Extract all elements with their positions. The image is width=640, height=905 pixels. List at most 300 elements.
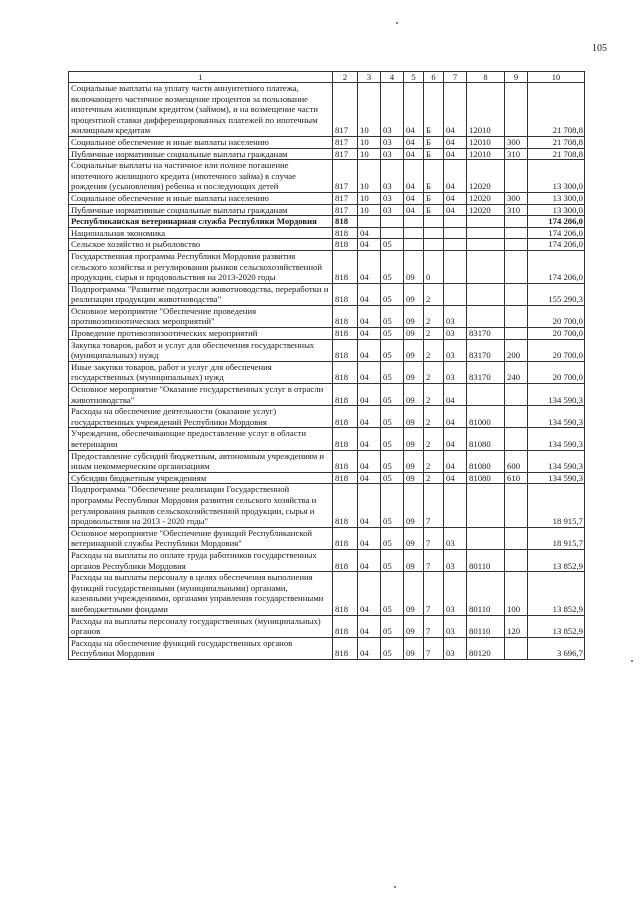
row-code-cell-c9: 300 <box>505 192 528 204</box>
table-row <box>69 192 585 204</box>
row-code-cell-c4: 03 <box>381 136 404 148</box>
row-code-cell-c3: 04 <box>358 384 381 406</box>
row-amount-cell: 174 206,0 <box>528 250 585 283</box>
row-name-cell: Публичные нормативные социальные выплаты гражданам <box>69 148 333 160</box>
row-code-cell-c9: 300 <box>505 136 528 148</box>
row-code-cell-c7: 03 <box>444 328 467 340</box>
table-row <box>69 361 585 383</box>
row-code-cell-c5 <box>404 239 424 251</box>
row-code-cell-c2: 817 <box>333 192 358 204</box>
row-code-cell-c7: 04 <box>444 204 467 216</box>
row-code-cell-c6: Б <box>424 136 444 148</box>
row-code-cell-c3 <box>358 216 381 228</box>
row-code-cell-c6: 7 <box>424 549 444 571</box>
row-code-cell-c4: 05 <box>381 328 404 340</box>
row-code-cell-c3: 10 <box>358 83 381 137</box>
row-code-cell-c8 <box>467 227 505 239</box>
row-code-cell-c9 <box>505 428 528 450</box>
row-code-cell-c5: 09 <box>404 428 424 450</box>
row-code-cell-c2: 818 <box>333 527 358 549</box>
row-code-cell-c2: 818 <box>333 250 358 283</box>
row-code-cell-c4 <box>381 216 404 228</box>
row-code-cell-c4: 05 <box>381 472 404 484</box>
table-row <box>69 484 585 527</box>
row-code-cell-c8: 12010 <box>467 148 505 160</box>
row-code-cell-c2: 817 <box>333 160 358 193</box>
row-code-cell-c7: 03 <box>444 615 467 637</box>
row-name-cell: Расходы на выплаты по оплате труда работников государственных органов Республики Мордовия <box>69 549 333 571</box>
row-code-cell-c8 <box>467 250 505 283</box>
row-code-cell-c7: 04 <box>444 428 467 450</box>
row-code-cell-c3: 04 <box>358 572 381 615</box>
row-code-cell-c3: 10 <box>358 160 381 193</box>
row-amount-cell: 155 290,3 <box>528 283 585 305</box>
row-code-cell-c6 <box>424 227 444 239</box>
row-amount-cell: 21 708,8 <box>528 148 585 160</box>
row-code-cell-c6: 2 <box>424 328 444 340</box>
row-code-cell-c5 <box>404 216 424 228</box>
row-code-cell-c7: 04 <box>444 472 467 484</box>
row-code-cell-c2: 818 <box>333 216 358 228</box>
row-code-cell-c7: 04 <box>444 83 467 137</box>
row-amount-cell: 13 852,9 <box>528 572 585 615</box>
row-code-cell-c6: Б <box>424 148 444 160</box>
table-row <box>69 328 585 340</box>
row-code-cell-c4: 05 <box>381 305 404 327</box>
header-cell: 4 <box>381 72 404 83</box>
row-code-cell-c5: 09 <box>404 328 424 340</box>
row-code-cell-c2: 817 <box>333 136 358 148</box>
row-code-cell-c3: 04 <box>358 361 381 383</box>
row-code-cell-c2: 818 <box>333 450 358 472</box>
row-code-cell-c9: 310 <box>505 148 528 160</box>
row-code-cell-c8 <box>467 239 505 251</box>
row-amount-cell: 134 590,3 <box>528 472 585 484</box>
row-code-cell-c4: 05 <box>381 283 404 305</box>
table-row <box>69 384 585 406</box>
row-code-cell-c3: 04 <box>358 339 381 361</box>
row-amount-cell: 18 915,7 <box>528 484 585 527</box>
row-code-cell-c3: 04 <box>358 637 381 659</box>
row-amount-cell: 3 696,7 <box>528 637 585 659</box>
row-code-cell-c2: 818 <box>333 615 358 637</box>
row-code-cell-c9 <box>505 484 528 527</box>
header-cell: 1 <box>69 72 333 83</box>
row-code-cell-c5: 09 <box>404 339 424 361</box>
row-code-cell-c2: 818 <box>333 339 358 361</box>
row-code-cell-c7 <box>444 283 467 305</box>
row-code-cell-c4: 05 <box>381 615 404 637</box>
row-code-cell-c5: 09 <box>404 615 424 637</box>
row-code-cell-c9: 310 <box>505 204 528 216</box>
row-amount-cell: 134 590,3 <box>528 406 585 428</box>
row-code-cell-c3: 04 <box>358 239 381 251</box>
table-body <box>69 83 585 660</box>
header-cell: 7 <box>444 72 467 83</box>
row-code-cell-c7: 03 <box>444 572 467 615</box>
table-row <box>69 160 585 193</box>
table-row <box>69 450 585 472</box>
row-name-cell: Расходы на обеспечение деятельности (оказание услуг) государственных учреждений Республики Мордовия <box>69 406 333 428</box>
row-code-cell-c3: 04 <box>358 305 381 327</box>
row-code-cell-c7: 04 <box>444 148 467 160</box>
row-code-cell-c6: 7 <box>424 637 444 659</box>
row-code-cell-c8: 81080 <box>467 450 505 472</box>
scan-speck <box>631 660 633 662</box>
row-code-cell-c2: 817 <box>333 83 358 137</box>
row-code-cell-c7 <box>444 216 467 228</box>
row-code-cell-c4: 05 <box>381 572 404 615</box>
row-name-cell: Социальное обеспечение и иные выплаты населению <box>69 192 333 204</box>
row-code-cell-c8 <box>467 216 505 228</box>
header-cell: 5 <box>404 72 424 83</box>
row-code-cell-c3: 04 <box>358 406 381 428</box>
table-row <box>69 428 585 450</box>
row-code-cell-c8: 81080 <box>467 472 505 484</box>
row-code-cell-c2: 818 <box>333 472 358 484</box>
row-code-cell-c9 <box>505 527 528 549</box>
table-row <box>69 472 585 484</box>
row-code-cell-c5: 04 <box>404 83 424 137</box>
header-cell: 10 <box>528 72 585 83</box>
row-code-cell-c5: 09 <box>404 572 424 615</box>
row-name-cell: Национальная экономика <box>69 227 333 239</box>
row-code-cell-c5: 09 <box>404 384 424 406</box>
row-code-cell-c3: 04 <box>358 250 381 283</box>
table-row <box>69 204 585 216</box>
row-code-cell-c5: 09 <box>404 549 424 571</box>
row-code-cell-c5: 04 <box>404 136 424 148</box>
row-code-cell-c2: 818 <box>333 428 358 450</box>
row-amount-cell: 21 708,8 <box>528 136 585 148</box>
row-amount-cell: 134 590,3 <box>528 450 585 472</box>
row-code-cell-c4: 05 <box>381 637 404 659</box>
row-amount-cell: 13 852,9 <box>528 549 585 571</box>
row-code-cell-c2: 818 <box>333 305 358 327</box>
row-code-cell-c8: 81000 <box>467 406 505 428</box>
row-name-cell: Социальные выплаты на частичное или полное погашение ипотечного жилищного кредита (ипотечного займа) в случае рождения (усыновления) ребенка и последующих детей <box>69 160 333 193</box>
row-code-cell-c4: 05 <box>381 527 404 549</box>
row-code-cell-c6: 2 <box>424 339 444 361</box>
header-cell: 8 <box>467 72 505 83</box>
row-code-cell-c6: 2 <box>424 450 444 472</box>
row-code-cell-c5: 09 <box>404 283 424 305</box>
row-name-cell: Сельское хозяйство и рыболовство <box>69 239 333 251</box>
row-amount-cell: 13 300,0 <box>528 160 585 193</box>
row-code-cell-c6: Б <box>424 83 444 137</box>
row-code-cell-c9: 600 <box>505 450 528 472</box>
row-code-cell-c4: 05 <box>381 428 404 450</box>
row-code-cell-c5: 09 <box>404 450 424 472</box>
row-name-cell: Расходы на обеспечение функций государственных органов Республики Мордовия <box>69 637 333 659</box>
row-code-cell-c8: 83170 <box>467 361 505 383</box>
row-code-cell-c9 <box>505 250 528 283</box>
table-row <box>69 406 585 428</box>
row-amount-cell: 13 852,9 <box>528 615 585 637</box>
row-name-cell: Публичные нормативные социальные выплаты гражданам <box>69 204 333 216</box>
row-amount-cell: 20 700,0 <box>528 305 585 327</box>
row-code-cell-c5: 09 <box>404 250 424 283</box>
row-code-cell-c4 <box>381 227 404 239</box>
row-code-cell-c7 <box>444 484 467 527</box>
row-code-cell-c2: 818 <box>333 549 358 571</box>
table-row <box>69 305 585 327</box>
row-name-cell: Республиканская ветеринарная служба Республики Мордовия <box>69 216 333 228</box>
row-code-cell-c6: 7 <box>424 572 444 615</box>
row-code-cell-c5 <box>404 227 424 239</box>
row-code-cell-c3: 10 <box>358 136 381 148</box>
row-amount-cell: 174 206,0 <box>528 227 585 239</box>
row-code-cell-c4: 03 <box>381 148 404 160</box>
row-code-cell-c2: 818 <box>333 572 358 615</box>
row-code-cell-c6: Б <box>424 204 444 216</box>
table-row <box>69 83 585 137</box>
row-amount-cell: 21 708,8 <box>528 83 585 137</box>
row-code-cell-c3: 10 <box>358 192 381 204</box>
row-code-cell-c2: 818 <box>333 384 358 406</box>
scan-speck <box>394 886 396 888</box>
row-code-cell-c4: 05 <box>381 549 404 571</box>
row-code-cell-c9 <box>505 549 528 571</box>
row-amount-cell: 134 590,3 <box>528 428 585 450</box>
row-name-cell: Предоставление субсидий бюджетным, автономным учреждениям и иным некоммерческим организациям <box>69 450 333 472</box>
row-code-cell-c5: 09 <box>404 361 424 383</box>
row-code-cell-c6: 2 <box>424 472 444 484</box>
row-amount-cell: 13 300,0 <box>528 192 585 204</box>
row-code-cell-c3: 04 <box>358 328 381 340</box>
scan-speck <box>396 22 398 24</box>
row-code-cell-c9 <box>505 305 528 327</box>
row-code-cell-c5: 09 <box>404 637 424 659</box>
row-code-cell-c3: 10 <box>358 148 381 160</box>
row-name-cell: Основное мероприятие "Оказание государственных услуг в отрасли животноводства" <box>69 384 333 406</box>
row-code-cell-c7: 04 <box>444 192 467 204</box>
row-name-cell: Основное мероприятие "Обеспечение проведения противоэпизоотических мероприятий" <box>69 305 333 327</box>
row-code-cell-c7: 03 <box>444 339 467 361</box>
header-cell: 6 <box>424 72 444 83</box>
table-row <box>69 527 585 549</box>
row-code-cell-c7 <box>444 227 467 239</box>
row-code-cell-c6 <box>424 239 444 251</box>
row-code-cell-c8: 80110 <box>467 549 505 571</box>
row-code-cell-c2: 818 <box>333 283 358 305</box>
row-name-cell: Социальные выплаты на уплату части аннуитетного платежа, включающего частичное возмещение процентов за пользование ипотечным жилищным кредитом (займом), и на возмещение части процентной ставки дифференцированных платежей по ипотечным жилищным кредитам <box>69 83 333 137</box>
table-row <box>69 136 585 148</box>
table-row <box>69 339 585 361</box>
row-code-cell-c9 <box>505 637 528 659</box>
row-code-cell-c5: 09 <box>404 484 424 527</box>
row-code-cell-c8: 12010 <box>467 83 505 137</box>
row-code-cell-c8: 83170 <box>467 328 505 340</box>
row-code-cell-c4: 03 <box>381 83 404 137</box>
row-code-cell-c9 <box>505 227 528 239</box>
row-name-cell: Проведение противоэпизоотических мероприятий <box>69 328 333 340</box>
table-row <box>69 216 585 228</box>
row-name-cell: Закупка товаров, работ и услуг для обеспечения государственных (муниципальных) нужд <box>69 339 333 361</box>
row-code-cell-c8: 80110 <box>467 572 505 615</box>
row-code-cell-c8: 80110 <box>467 615 505 637</box>
row-code-cell-c6: 2 <box>424 361 444 383</box>
row-name-cell: Государственная программа Республики Мордовия развития сельского хозяйства и регулирования рынков сельскохозяйственной продукции, сырья и продовольствия на 2013-2020 годы <box>69 250 333 283</box>
row-code-cell-c2: 818 <box>333 484 358 527</box>
row-code-cell-c6: 7 <box>424 484 444 527</box>
row-code-cell-c5: 04 <box>404 192 424 204</box>
row-code-cell-c7: 04 <box>444 450 467 472</box>
row-name-cell: Иные закупки товаров, работ и услуг для обеспечения государственных (муниципальных) нужд <box>69 361 333 383</box>
row-code-cell-c5: 09 <box>404 406 424 428</box>
row-code-cell-c7: 03 <box>444 637 467 659</box>
row-code-cell-c4: 03 <box>381 204 404 216</box>
table-row <box>69 615 585 637</box>
row-amount-cell: 20 700,0 <box>528 361 585 383</box>
row-code-cell-c7: 04 <box>444 384 467 406</box>
table-row <box>69 637 585 659</box>
row-code-cell-c3: 04 <box>358 549 381 571</box>
table-row <box>69 250 585 283</box>
row-code-cell-c8: 81080 <box>467 428 505 450</box>
row-code-cell-c4: 05 <box>381 361 404 383</box>
row-code-cell-c8 <box>467 283 505 305</box>
row-code-cell-c8: 12020 <box>467 192 505 204</box>
row-code-cell-c3: 04 <box>358 428 381 450</box>
row-code-cell-c8 <box>467 384 505 406</box>
row-code-cell-c7: 03 <box>444 527 467 549</box>
row-code-cell-c9 <box>505 83 528 137</box>
row-code-cell-c7: 04 <box>444 136 467 148</box>
row-code-cell-c7 <box>444 239 467 251</box>
row-code-cell-c7: 04 <box>444 406 467 428</box>
row-code-cell-c5: 04 <box>404 160 424 193</box>
row-code-cell-c7: 03 <box>444 549 467 571</box>
row-code-cell-c8: 12020 <box>467 160 505 193</box>
row-amount-cell: 13 300,0 <box>528 204 585 216</box>
row-code-cell-c2: 818 <box>333 361 358 383</box>
row-code-cell-c4: 05 <box>381 239 404 251</box>
row-code-cell-c9: 100 <box>505 572 528 615</box>
row-name-cell: Расходы на выплаты персоналу государственных (муниципальных) органов <box>69 615 333 637</box>
row-code-cell-c2: 818 <box>333 227 358 239</box>
row-code-cell-c7: 03 <box>444 305 467 327</box>
row-code-cell-c6: 2 <box>424 384 444 406</box>
row-code-cell-c9 <box>505 239 528 251</box>
row-code-cell-c4: 05 <box>381 450 404 472</box>
row-code-cell-c5: 09 <box>404 305 424 327</box>
row-name-cell: Расходы на выплаты персоналу в целях обеспечения выполнения функций государственными (муниципальными) органами, казенными учреждениями, органами управления государственными внебюджетными фондами <box>69 572 333 615</box>
table-row <box>69 283 585 305</box>
row-code-cell-c6: 7 <box>424 615 444 637</box>
row-code-cell-c6: 2 <box>424 305 444 327</box>
row-code-cell-c6: Б <box>424 160 444 193</box>
budget-table <box>68 71 585 660</box>
row-code-cell-c4: 05 <box>381 250 404 283</box>
row-code-cell-c8 <box>467 527 505 549</box>
row-code-cell-c6: Б <box>424 192 444 204</box>
row-code-cell-c8 <box>467 305 505 327</box>
row-code-cell-c4: 03 <box>381 192 404 204</box>
row-code-cell-c2: 817 <box>333 148 358 160</box>
row-amount-cell: 134 590,3 <box>528 384 585 406</box>
row-code-cell-c6: 2 <box>424 428 444 450</box>
row-code-cell-c7: 04 <box>444 160 467 193</box>
row-code-cell-c3: 04 <box>358 527 381 549</box>
row-code-cell-c9: 240 <box>505 361 528 383</box>
row-code-cell-c2: 818 <box>333 328 358 340</box>
header-cell: 2 <box>333 72 358 83</box>
row-code-cell-c6: 7 <box>424 527 444 549</box>
row-code-cell-c7: 03 <box>444 361 467 383</box>
row-code-cell-c2: 818 <box>333 637 358 659</box>
row-code-cell-c9: 200 <box>505 339 528 361</box>
row-code-cell-c9: 120 <box>505 615 528 637</box>
row-code-cell-c6 <box>424 216 444 228</box>
row-amount-cell: 174 206,0 <box>528 239 585 251</box>
row-amount-cell: 18 915,7 <box>528 527 585 549</box>
row-code-cell-c5: 09 <box>404 472 424 484</box>
row-code-cell-c2: 818 <box>333 406 358 428</box>
header-row <box>69 72 585 83</box>
row-name-cell: Подпрограмма "Развитие подотрасли животноводства, переработки и реализации продукции животноводства" <box>69 283 333 305</box>
row-name-cell: Социальное обеспечение и иные выплаты населению <box>69 136 333 148</box>
row-amount-cell: 20 700,0 <box>528 328 585 340</box>
row-code-cell-c9 <box>505 216 528 228</box>
row-code-cell-c4: 05 <box>381 384 404 406</box>
row-code-cell-c8: 12010 <box>467 136 505 148</box>
table-row <box>69 227 585 239</box>
row-name-cell: Подпрограмма "Обеспечение реализации Государственной программы Республики Мордовия развития сельского хозяйства и регулирования рынков сельскохозяйственной продукции, сырья и продовольствия на 2013 - 2020 годы" <box>69 484 333 527</box>
header-cell: 9 <box>505 72 528 83</box>
row-code-cell-c3: 04 <box>358 472 381 484</box>
row-code-cell-c3: 04 <box>358 615 381 637</box>
row-name-cell: Субсидии бюджетным учреждениям <box>69 472 333 484</box>
row-code-cell-c4: 03 <box>381 160 404 193</box>
header-cell: 3 <box>358 72 381 83</box>
row-code-cell-c8: 83170 <box>467 339 505 361</box>
row-code-cell-c7 <box>444 250 467 283</box>
row-code-cell-c9 <box>505 160 528 193</box>
row-code-cell-c9 <box>505 384 528 406</box>
page-number: 105 <box>592 43 607 54</box>
row-code-cell-c5: 09 <box>404 527 424 549</box>
row-code-cell-c8: 12020 <box>467 204 505 216</box>
row-code-cell-c4: 05 <box>381 406 404 428</box>
row-code-cell-c2: 817 <box>333 204 358 216</box>
row-code-cell-c4: 05 <box>381 484 404 527</box>
row-code-cell-c6: 2 <box>424 283 444 305</box>
row-code-cell-c2: 818 <box>333 239 358 251</box>
row-code-cell-c3: 04 <box>358 283 381 305</box>
row-code-cell-c3: 10 <box>358 204 381 216</box>
row-code-cell-c6: 0 <box>424 250 444 283</box>
row-name-cell: Учреждения, обеспечивающие предоставление услуг в области ветеринарии <box>69 428 333 450</box>
table-row <box>69 572 585 615</box>
row-name-cell: Основное мероприятие "Обеспечение функций Республиканской ветеринарной службы Республики Мордовия" <box>69 527 333 549</box>
row-code-cell-c4: 05 <box>381 339 404 361</box>
row-code-cell-c3: 04 <box>358 484 381 527</box>
row-code-cell-c6: 2 <box>424 406 444 428</box>
row-code-cell-c9: 610 <box>505 472 528 484</box>
row-amount-cell: 20 700,0 <box>528 339 585 361</box>
table-row <box>69 239 585 251</box>
table-row <box>69 549 585 571</box>
row-amount-cell: 174 206,0 <box>528 216 585 228</box>
table-row <box>69 148 585 160</box>
row-code-cell-c8: 80120 <box>467 637 505 659</box>
row-code-cell-c5: 04 <box>404 148 424 160</box>
row-code-cell-c5: 04 <box>404 204 424 216</box>
row-code-cell-c9 <box>505 283 528 305</box>
row-code-cell-c9 <box>505 328 528 340</box>
row-code-cell-c3: 04 <box>358 227 381 239</box>
